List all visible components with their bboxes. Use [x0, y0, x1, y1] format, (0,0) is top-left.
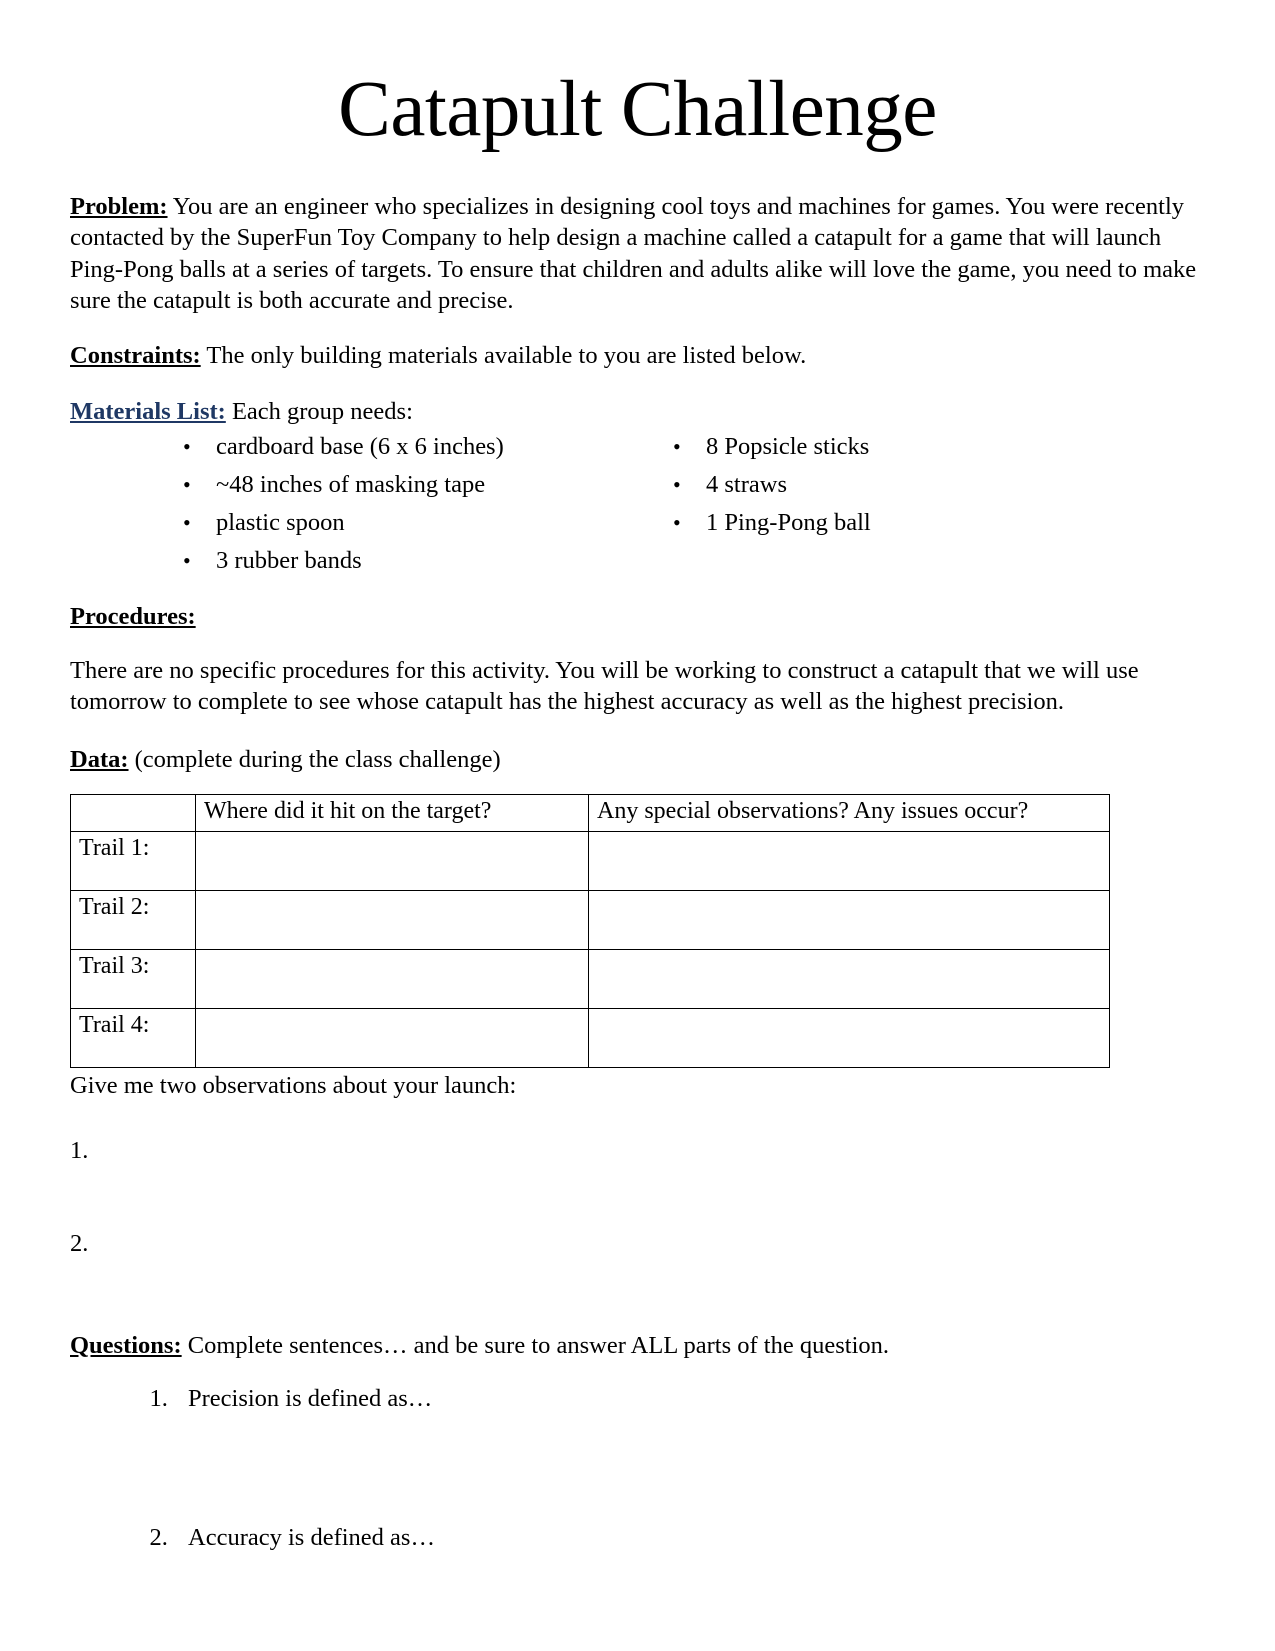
observation-item-2: 2.	[70, 1230, 89, 1258]
data-label: Data:	[70, 746, 129, 774]
table-row	[71, 949, 1110, 1008]
bullet-icon: •	[673, 472, 681, 498]
table-cell-where[interactable]	[196, 949, 589, 1008]
table-cell-where[interactable]	[196, 1008, 589, 1067]
list-item-label: ~48 inches of masking tape	[216, 471, 486, 499]
table-row	[71, 890, 1110, 949]
list-item-label: plastic spoon	[216, 509, 345, 537]
list-item	[668, 435, 1098, 463]
list-item-label: cardboard base (6 x 6 inches)	[216, 433, 504, 461]
observation-item-1: 1.	[70, 1136, 89, 1164]
table-header-blank	[71, 794, 196, 831]
table-row	[71, 1008, 1110, 1067]
table-cell-observations[interactable]	[589, 1008, 1110, 1067]
data-table	[70, 794, 1110, 1068]
list-item	[668, 473, 1098, 501]
bullet-icon: •	[183, 472, 191, 498]
list-item	[668, 511, 1098, 539]
list-item	[178, 435, 668, 463]
bullet-icon: •	[183, 548, 191, 574]
materials-left-list	[178, 435, 668, 577]
document-body	[0, 191, 1275, 1554]
table-cell-observations[interactable]	[589, 890, 1110, 949]
table-header-where: Where did it hit on the target?	[196, 794, 589, 831]
bullet-icon: •	[183, 510, 191, 536]
problem-label: Problem:	[70, 193, 168, 220]
list-item-label: 3 rubber bands	[216, 547, 362, 575]
materials-right-column	[668, 435, 1098, 587]
questions-list	[70, 1383, 1213, 1554]
questions-instruction: Complete sentences… and be sure to answer ALL parts of the question.	[187, 1331, 890, 1359]
table-cell-trial: Trail 3:	[71, 949, 196, 1008]
constraints-paragraph	[70, 340, 1213, 371]
data-heading	[70, 744, 1213, 775]
table-row	[71, 831, 1110, 890]
page-title: Catapult Challenge	[338, 66, 937, 153]
list-item-label: 4 straws	[706, 471, 787, 499]
materials-right-list	[668, 435, 1098, 539]
table-cell-trial: Trail 2:	[71, 890, 196, 949]
table-cell-where[interactable]	[196, 831, 589, 890]
table-cell-trial: Trail 4:	[71, 1008, 196, 1067]
problem-text: You are an engineer who specializes in designing cool toys and machines for games. You were recently contacted by the SuperFun Toy Company to help design a machine called a catapult for a game that will launch Ping-Pong balls at a series of targets. To ensure that children and adults alike will love the game, you need to make sure the catapult is both accurate and precise.	[70, 193, 1197, 315]
list-item	[178, 511, 668, 539]
table-cell-trial: Trail 1:	[71, 831, 196, 890]
table-cell-where[interactable]	[196, 890, 589, 949]
observations-prompt: Give me two observations about your launch:	[70, 1071, 517, 1099]
procedures-label: Procedures:	[70, 603, 196, 631]
list-item	[178, 473, 668, 501]
materials-intro: Each group needs:	[231, 397, 413, 425]
bullet-icon: •	[673, 434, 681, 460]
materials-section	[70, 396, 1213, 587]
data-note: (complete during the class challenge)	[134, 746, 501, 774]
materials-heading	[70, 396, 1213, 427]
constraints-text: The only building materials available to you are listed below.	[206, 342, 807, 370]
materials-columns	[178, 435, 1213, 587]
question-item-1: 1. Precision is defined as…	[174, 1383, 1213, 1414]
bullet-icon: •	[183, 434, 191, 460]
procedures-heading	[70, 601, 1213, 632]
list-item	[178, 549, 668, 577]
table-cell-observations[interactable]	[589, 949, 1110, 1008]
bullet-icon: •	[673, 510, 681, 536]
list-item-label: 8 Popsicle sticks	[706, 433, 870, 461]
problem-paragraph	[70, 191, 1213, 316]
materials-label: Materials List:	[70, 397, 226, 425]
question-item-2: 2. Accuracy is defined as…	[174, 1522, 1213, 1553]
table-header-row	[71, 794, 1110, 831]
constraints-label: Constraints:	[70, 342, 201, 370]
table-header-observations: Any special observations? Any issues occur?	[589, 794, 1110, 831]
materials-left-column	[178, 435, 668, 587]
table-cell-observations[interactable]	[589, 831, 1110, 890]
questions-heading	[70, 1330, 1213, 1361]
questions-label: Questions:	[70, 1331, 182, 1359]
procedures-text: There are no specific procedures for this activity. You will be working to construct a catapult that we will use tomorrow to complete to see whose catapult has the highest accuracy as well as the highest precision.	[70, 656, 1139, 716]
list-item-label: 1 Ping-Pong ball	[706, 509, 871, 537]
